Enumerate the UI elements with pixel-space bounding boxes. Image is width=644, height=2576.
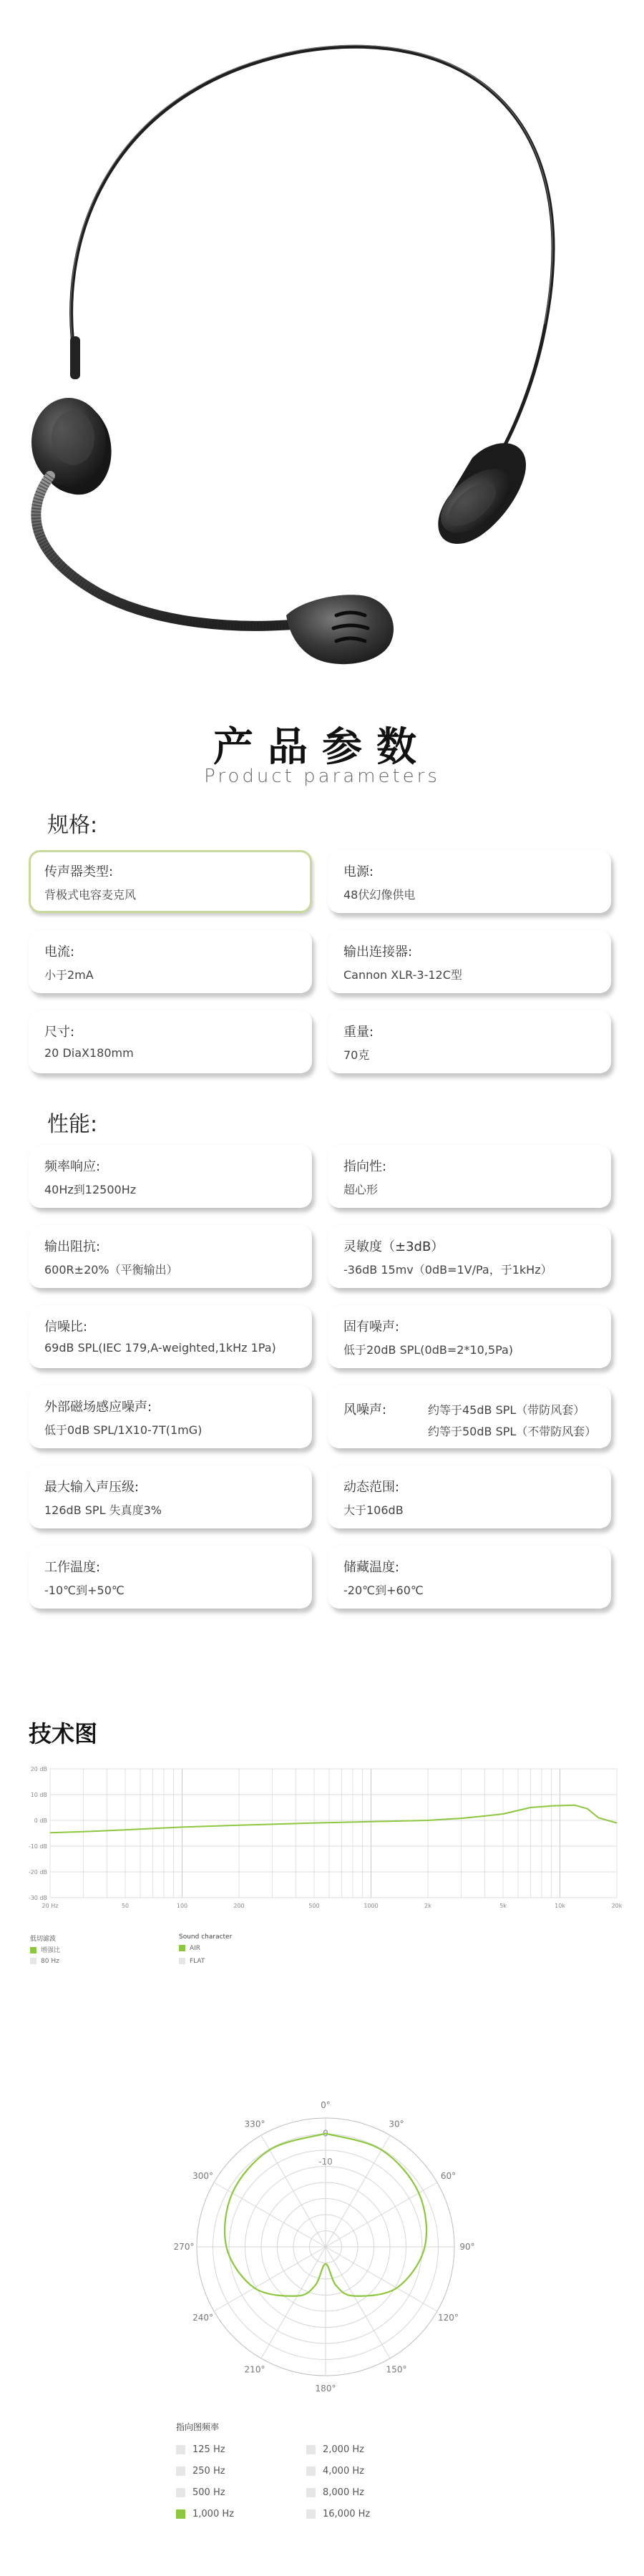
legend-item-lowcut-80[interactable]	[30, 1958, 59, 1965]
perf-value: -10℃到+50℃	[44, 1584, 125, 1597]
plot-frame	[50, 1769, 617, 1898]
perf-label: 储藏温度:	[343, 1560, 400, 1575]
polar-legend-title: 指向图频率	[176, 2422, 220, 2432]
x-tick-label: 500	[308, 1903, 320, 1909]
spec-value: 48伏幻像供电	[343, 888, 416, 902]
polar-angle-label: 60°	[440, 2171, 457, 2181]
polar-radial-label: 0	[323, 2128, 328, 2139]
legend-item-air[interactable]	[179, 1945, 200, 1952]
headset-microphone-illustration	[0, 0, 644, 687]
polar-angle-label: 210°	[244, 2364, 265, 2375]
perf-card-output-impedance	[29, 1225, 312, 1288]
spec-value: 背极式电容麦克风	[44, 888, 137, 902]
polar-radial-label: -10	[318, 2157, 333, 2167]
legend-swatch	[176, 2488, 185, 2497]
polar-spoke	[214, 2182, 326, 2247]
product-image	[0, 0, 644, 687]
legend-swatch	[179, 1958, 185, 1964]
perf-card-dynamic-range	[328, 1465, 611, 1528]
polar-spoke	[261, 2135, 326, 2247]
spec-label: 传声器类型:	[44, 864, 114, 879]
legend-title-sound: Sound character	[179, 1933, 233, 1941]
perf-card-polar-pattern	[328, 1145, 611, 1208]
perf-label: 灵敏度（±3dB）	[343, 1239, 444, 1254]
legend-item-flat[interactable]	[179, 1958, 205, 1965]
perf-label: 最大输入声压级:	[44, 1480, 140, 1495]
polar-angle-label: 90°	[459, 2242, 475, 2252]
polar-angle-label: 330°	[244, 2119, 265, 2129]
polar-legend-item[interactable]	[306, 2509, 370, 2519]
page-title: 产品参数	[213, 724, 431, 771]
perf-card-self-noise	[328, 1305, 611, 1368]
y-tick-label: -10 dB	[28, 1843, 47, 1850]
polar-pattern-chart	[168, 2089, 483, 2404]
spec-label: 电源:	[343, 864, 374, 879]
perf-label: 外部磁场感应噪声:	[44, 1400, 152, 1415]
perf-value: 600R±20%（平衡输出）	[44, 1263, 178, 1277]
y-tick-label: 20 dB	[30, 1766, 47, 1772]
specs-heading: 规格:	[47, 813, 98, 838]
spec-label: 尺寸:	[44, 1025, 75, 1040]
legend-swatch	[30, 1947, 36, 1953]
perf-card-sensitivity	[328, 1225, 611, 1288]
legend-label: 500 Hz	[192, 2487, 225, 2498]
perf-card-wind-noise	[328, 1385, 611, 1448]
legend-swatch	[306, 2488, 316, 2497]
perf-value: 大于106dB	[343, 1503, 404, 1517]
legend-item-lowcut-on[interactable]	[30, 1945, 60, 1954]
perf-label: 固有噪声:	[343, 1319, 400, 1335]
legend-label: 4,000 Hz	[323, 2466, 364, 2477]
perf-value: -36dB 15mv（0dB=1V/Pa，于1kHz）	[343, 1263, 552, 1277]
polar-angle-label: 300°	[192, 2171, 213, 2181]
spec-card-connector	[328, 930, 611, 993]
page-subtitle: Product parameters	[204, 766, 440, 787]
perf-card-frequency-response	[29, 1145, 312, 1208]
legend-label: 2,000 Hz	[323, 2444, 364, 2455]
x-tick-label: 50	[121, 1903, 130, 1909]
tech-heading: 技术图	[29, 1720, 98, 1747]
spec-card-transducer	[29, 850, 312, 913]
perf-card-storage-temp	[328, 1546, 611, 1609]
legend-swatch	[30, 1958, 36, 1964]
spec-card-current	[29, 930, 312, 993]
perf-card-operating-temp	[29, 1546, 312, 1609]
spec-label: 输出连接器:	[343, 945, 413, 960]
perf-value: 69dB SPL(IEC 179,A-weighted,1kHz 1Pa)	[44, 1341, 276, 1355]
perf-card-magnetic-noise	[29, 1385, 312, 1448]
spec-value: 20 DiaX180mm	[44, 1046, 134, 1060]
perf-value: 126dB SPL 失真度3%	[44, 1503, 162, 1517]
frequency-response-chart	[26, 1762, 627, 1926]
perf-value: 低于0dB SPL/1X10-7T(1mG)	[44, 1423, 203, 1437]
legend-label: AIR	[190, 1945, 201, 1952]
legend-label: 8,000 Hz	[323, 2487, 364, 2498]
spec-card-power	[328, 850, 611, 913]
spec-label: 重量:	[343, 1025, 374, 1040]
x-tick-label: 200	[233, 1903, 245, 1909]
perf-label: 风噪声:	[343, 1402, 387, 1418]
polar-legend-item[interactable]	[176, 2466, 225, 2477]
perf-label: 动态范围:	[343, 1480, 400, 1495]
polar-angle-label: 0°	[321, 2100, 331, 2110]
polar-spoke	[214, 2247, 326, 2311]
legend-swatch	[179, 1945, 185, 1951]
spec-card-weight	[328, 1010, 611, 1073]
legend-swatch	[176, 2509, 185, 2519]
y-tick-label: -30 dB	[28, 1895, 47, 1901]
x-tick-label: 100	[176, 1903, 188, 1909]
spec-card-size	[29, 1010, 312, 1073]
perf-label: 指向性:	[343, 1159, 387, 1174]
y-tick-label: 10 dB	[30, 1792, 47, 1798]
legend-title-lowcut: 低切滤波	[30, 1936, 57, 1943]
perf-card-max-spl	[29, 1465, 312, 1528]
polar-angle-label: 180°	[315, 2384, 336, 2394]
y-tick-label: 0 dB	[34, 1818, 47, 1824]
polar-angle-label: 120°	[438, 2313, 459, 2323]
perf-label: 信噪比:	[44, 1319, 88, 1335]
polar-spoke	[326, 2247, 437, 2311]
perf-value: 超心形	[343, 1183, 379, 1196]
performance-heading: 性能:	[47, 1112, 98, 1137]
polar-angle-label: 30°	[389, 2119, 404, 2129]
perf-card-snr	[29, 1305, 312, 1368]
perf-label: 频率响应:	[44, 1159, 101, 1174]
spec-value: 小于2mA	[44, 968, 94, 982]
perf-label: 输出阻抗:	[44, 1239, 101, 1254]
y-tick-label: -20 dB	[28, 1869, 47, 1875]
legend-label: 125 Hz	[192, 2444, 225, 2455]
polar-legend-item[interactable]	[176, 2487, 225, 2498]
spec-value: Cannon XLR-3-12C型	[343, 968, 462, 982]
x-tick-label: 1000	[364, 1903, 379, 1909]
polar-legend-item[interactable]	[176, 2444, 225, 2455]
polar-legend-item[interactable]	[306, 2444, 364, 2455]
x-tick-label: 20 Hz	[42, 1903, 59, 1909]
polar-legend-item[interactable]	[176, 2509, 234, 2519]
spec-value: 70克	[343, 1048, 370, 1062]
perf-value: 约等于45dB SPL（带防风套）	[428, 1403, 585, 1417]
polar-legend-item[interactable]	[306, 2466, 364, 2477]
legend-swatch	[306, 2445, 316, 2454]
x-tick-label: 20k	[611, 1903, 623, 1909]
legend-label: 250 Hz	[192, 2466, 225, 2477]
legend-swatch	[306, 2509, 316, 2519]
legend-label: FLAT	[190, 1958, 205, 1965]
spec-label: 电流:	[44, 945, 75, 960]
legend-swatch	[176, 2445, 185, 2454]
legend-label: 增强比	[41, 1947, 61, 1954]
legend-label: 16,000 Hz	[323, 2509, 371, 2519]
polar-spoke	[261, 2247, 326, 2358]
polar-spoke	[326, 2182, 437, 2247]
polar-spoke	[326, 2247, 390, 2358]
perf-value: -20℃到+60℃	[343, 1584, 424, 1597]
legend-swatch	[306, 2467, 316, 2476]
perf-label: 工作温度:	[44, 1560, 101, 1575]
legend-label: 80 Hz	[41, 1958, 59, 1965]
polar-angle-label: 240°	[192, 2313, 213, 2323]
legend-label: 1,000 Hz	[192, 2509, 234, 2519]
perf-value: 40Hz到12500Hz	[44, 1183, 137, 1196]
polar-angle-label: 150°	[386, 2364, 407, 2375]
legend-swatch	[176, 2467, 185, 2476]
polar-angle-label: 270°	[173, 2242, 195, 2252]
x-tick-label: 2k	[424, 1903, 431, 1909]
x-tick-label: 5k	[499, 1903, 507, 1909]
perf-value-secondary: 约等于50dB SPL（不带防风套）	[428, 1425, 597, 1438]
polar-spoke	[326, 2135, 390, 2247]
polar-legend-item[interactable]	[306, 2487, 364, 2498]
x-tick-label: 10k	[555, 1903, 565, 1909]
perf-value: 低于20dB SPL(0dB=2*10,5Pa)	[343, 1343, 514, 1357]
